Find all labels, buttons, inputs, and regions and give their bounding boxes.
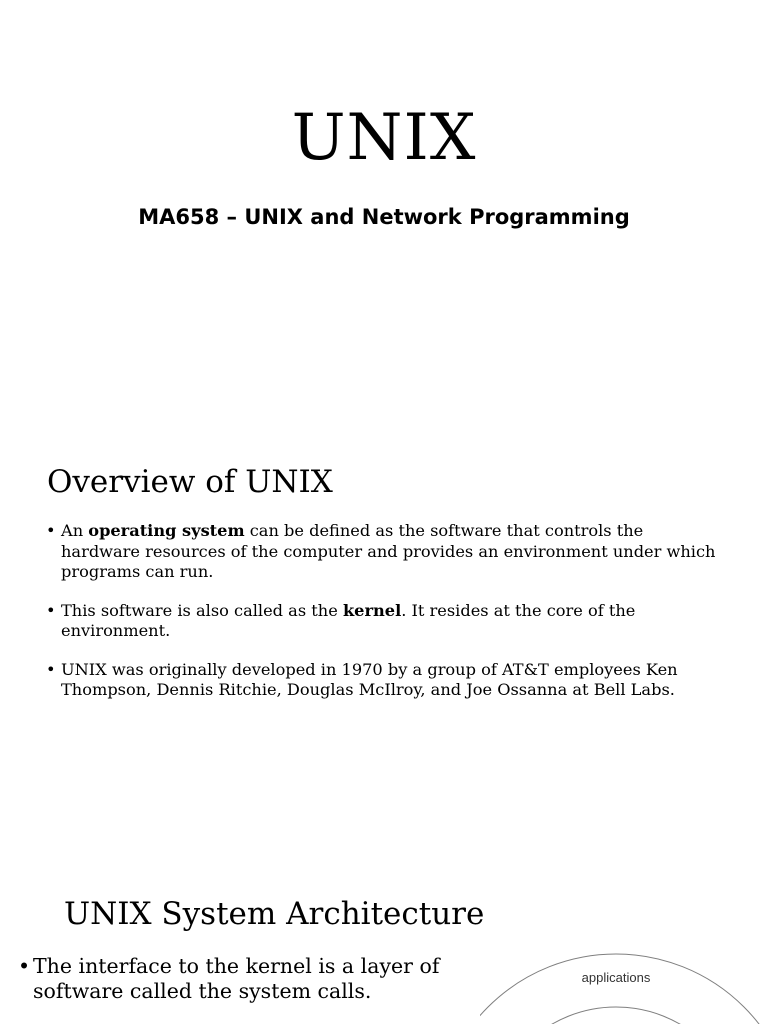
bullet-item [46,601,726,642]
applications-label: applications [581,970,651,985]
bullet-text-bold: operating system [88,521,245,540]
bullet-icon: • [46,659,56,679]
bullet-icon: • [46,600,56,620]
bullet-text-rest: can be defined as the software that controls the hardware resources of the computer and provides an environment under which programs can run. [61,521,716,581]
bullet-text-bold: kernel [342,600,402,620]
bullet-text-lead: An [61,521,89,540]
bullet-text: The interface to the kernel is a layer of software called the system calls. [33,954,440,1003]
slide-subtitle: MA658 – UNIX and Network Programming [138,205,630,229]
architecture-slide [0,880,768,1024]
bullet-item [46,521,726,583]
bullet-list [18,954,448,1004]
architecture-diagram [480,950,768,1024]
bullet-item [18,954,448,1004]
shell-ring [488,1007,744,1024]
bullet-item [46,660,726,701]
applications-ring [480,954,768,1024]
bullet-text-lead: This software is also called as the [61,600,343,620]
bullet-icon: • [46,521,56,540]
bullet-icon: • [18,954,31,978]
bullet-list [46,521,726,719]
bullet-text-rest: . It resides at the core of the environment. [61,600,636,640]
slide-heading: Overview of UNIX [47,464,333,500]
slide-heading: UNIX System Architecture [64,896,485,932]
overview-slide [0,450,768,750]
bullet-text: UNIX was originally developed in 1970 by a group of AT&T employees Ken Thompson, Dennis Ritchie, Douglas McIlroy, and Joe Ossanna at Bell Labs. [61,659,678,699]
slide-title: UNIX [291,101,477,175]
title-slide [0,0,768,300]
